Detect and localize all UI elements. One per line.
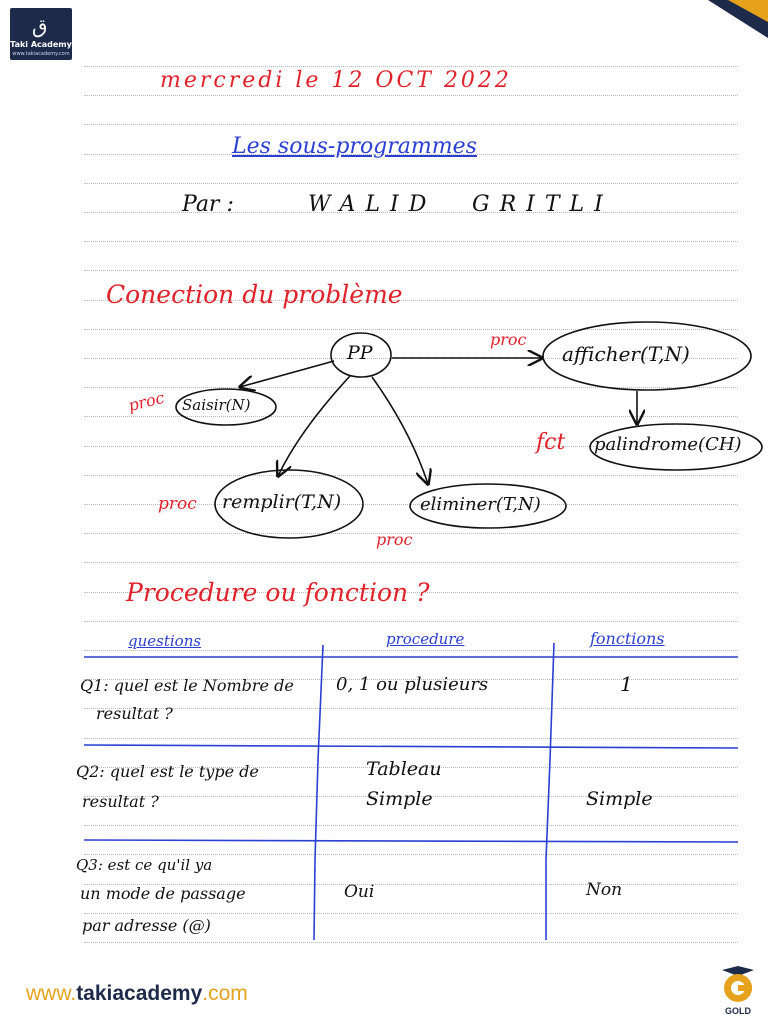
footer-website-link[interactable]: www.takiacademy.com — [26, 982, 248, 1005]
node-palindrome-label: palindrome(CH) — [594, 434, 742, 455]
row3-procedure: Oui — [344, 882, 375, 902]
logo-name: Taki Academy — [10, 40, 72, 49]
author-first-name: WALID — [308, 192, 437, 217]
row3-fonction: Non — [586, 880, 623, 900]
date-heading: mercredi le 12 OCT 2022 — [160, 68, 512, 93]
row3-question-line1: Q3: est ce qu'il ya — [76, 856, 213, 874]
author-last-name: GRITLI — [472, 192, 613, 217]
tag-remplir: proc — [158, 494, 197, 514]
gold-badge — [716, 966, 760, 1018]
row3-question-line3: par adresse (@) — [82, 916, 211, 935]
section-title-procedure-or-function: Procedure ou fonction ? — [126, 578, 430, 607]
row3-question-line2: un mode de passage — [80, 884, 246, 903]
tag-eliminer: proc — [376, 530, 413, 549]
row1-question-line1: Q1: quel est le Nombre de — [80, 676, 294, 695]
author-prefix: Par : — [182, 192, 234, 217]
gold-badge-label: GOLD — [725, 1006, 751, 1016]
row2-question-line1: Q2: quel est le type de — [76, 762, 259, 781]
logo-url: www.takiacademy.com — [12, 51, 70, 57]
node-pp-label: PP — [347, 342, 373, 364]
table-row2-rule — [84, 840, 738, 842]
row1-procedure: 0, 1 ou plusieurs — [336, 674, 489, 695]
section-title-decomposition: Conection du problème — [106, 280, 403, 309]
node-afficher-label: afficher(T,N) — [562, 342, 690, 366]
row1-question-line2: resultat ? — [96, 704, 173, 723]
row1-fonction: 1 — [620, 672, 633, 696]
table-col-divider-1 — [314, 645, 323, 940]
tag-afficher: proc — [490, 330, 527, 349]
table-row1-rule — [84, 745, 738, 748]
row2-question-line2: resultat ? — [82, 792, 159, 811]
column-header-fonctions: fonctions — [590, 629, 665, 648]
node-eliminer-label: eliminer(T,N) — [420, 494, 541, 515]
column-header-procedure: procedure — [386, 630, 465, 648]
row2-procedure-line2: Simple — [366, 788, 433, 810]
page-title: Les sous-programmes — [232, 134, 477, 159]
column-header-questions: questions — [128, 632, 202, 650]
tag-palindrome: fct — [536, 430, 566, 455]
node-remplir-label: remplir(T,N) — [222, 491, 342, 513]
row2-procedure-line1: Tableau — [366, 758, 442, 780]
tag-saisir: proc — [126, 387, 167, 416]
node-saisir-label: Saisir(N) — [182, 396, 251, 414]
row2-fonction: Simple — [586, 788, 653, 810]
logo-glyph-icon: ق — [32, 14, 48, 38]
table-col-divider-2 — [546, 643, 554, 940]
